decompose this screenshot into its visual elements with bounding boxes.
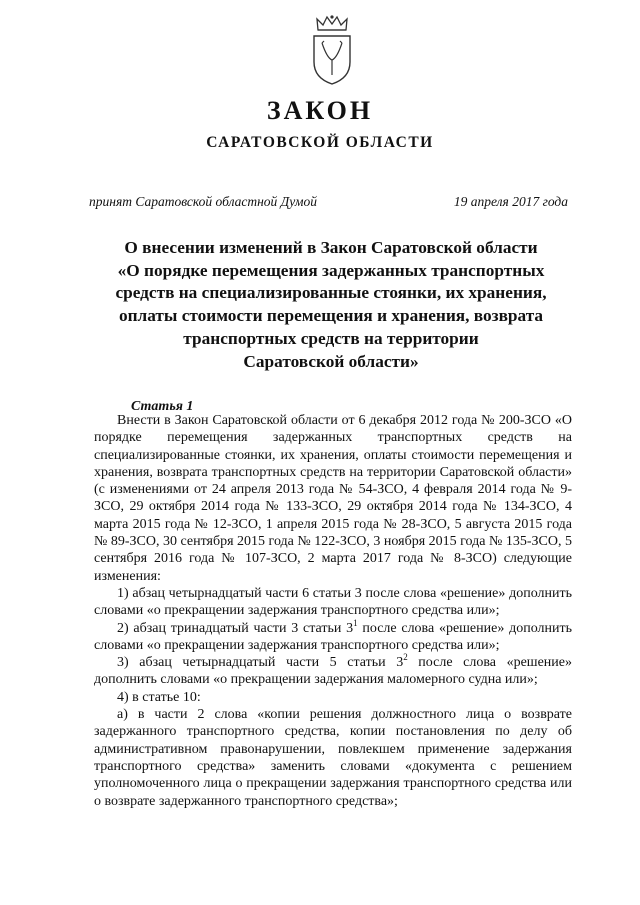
document-heading (84, 237, 578, 373)
heading-line: «О порядке перемещения задержанных транспортных (117, 260, 545, 280)
coat-of-arms-emblem (309, 14, 355, 86)
law-title: ЗАКОН (266, 96, 374, 125)
superscript: 2 (403, 652, 408, 663)
article-body (94, 412, 572, 810)
heading-line: Саратовской области» (243, 351, 419, 371)
superscript: 1 (353, 617, 358, 628)
adopted-by: принят Саратовской областной Думой (89, 194, 318, 209)
law-subtitle: САРАТОВСКОЙ ОБЛАСТИ (206, 134, 434, 151)
amendment-item-3: 3) абзац четырнадцатый части 5 статьи $3^2$ после слова «решение» дополнить словами «о прекращении задержания маломерного судна или»; (94, 652, 572, 688)
heading-line: оплаты стоимости перемещения и хранения, возврата (118, 306, 544, 326)
amendment-item-4a: а) в части 2 слова «копии решения должностного лица о возврате задержанного транспортного средства, копии постановления по делу об административном правонарушении, повлекшем применение задержания транспортного средства» заменить словами «документа с решением уполномоченного лица о прекращении задержания транспортного средства или о возврате задержанного транспортного средства»; (94, 707, 572, 809)
adopted-date: 19 апреля 2017 года (453, 194, 568, 209)
heading-line: средств на специализированные стоянки, их хранения, (115, 283, 547, 303)
amendment-item-4: 4) в статье 10: (117, 689, 201, 705)
heading-line: О внесении изменений в Закон Саратовской области (124, 238, 538, 257)
article-intro: Внести в Закон Саратовской области от 6 декабря 2012 года № 200-ЗСО «О порядке перемещения задержанных транспортных средств на специализированные стоянки, их хранения, оплаты стоимости перемещения и хранения, возврата транспортных средств на территории Саратовской области» (с изменениями от 24 апреля 2013 года № 54-ЗСО, 4 февраля 2014 года № 9-ЗСО, 29 октября 2014 года № 133-ЗСО, 29 октября 2014 года № 134-ЗСО, 4 марта 2015 года № 12-ЗСО, 1 апреля 2015 года № 28-ЗСО, 5 августа 2015 года № 89-ЗСО, 30 сентября 2015 года № 122-ЗСО, 3 ноября 2015 года № 135-ЗСО, 5 сентября 2016 года № 107-ЗСО, 2 марта 2017 года № 8-ЗСО) следующие изменения: (94, 413, 572, 584)
amendment-item-1: 1) абзац четырнадцатый части 6 статьи 3 после слова «решение» дополнить словами «о прекращении задержания транспортного средства или»; (94, 585, 572, 619)
heading-line: транспортных средств на территории (183, 328, 479, 348)
article-title: Статья 1 (131, 399, 194, 414)
amendment-item-2: 2) абзац тринадцатый части 3 статьи $3^1$ после слова «решение» дополнить словами «о прекращении задержания транспортного средства или»; (94, 617, 572, 653)
